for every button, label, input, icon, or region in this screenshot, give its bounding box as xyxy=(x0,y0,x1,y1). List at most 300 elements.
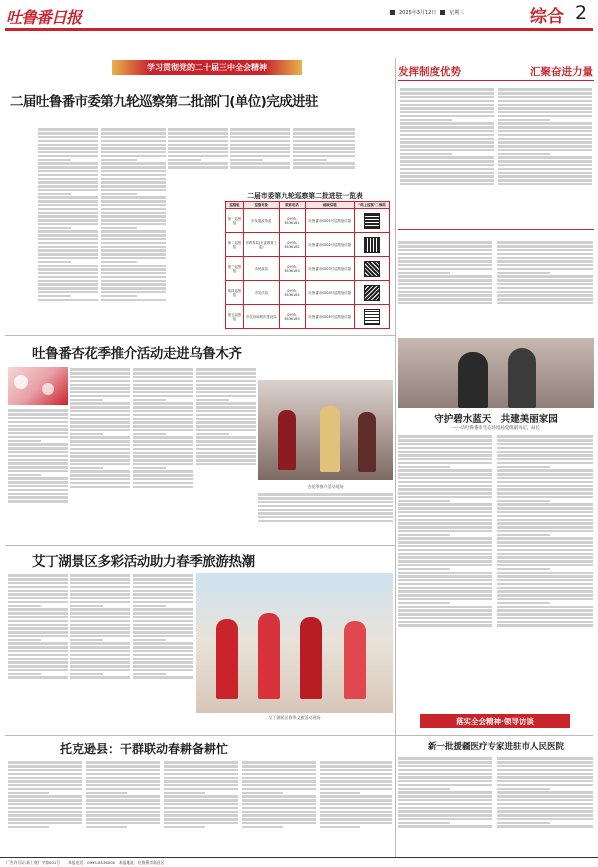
text-line xyxy=(101,204,166,206)
text-line xyxy=(70,620,130,622)
text-line xyxy=(242,773,316,775)
text-line xyxy=(38,189,98,191)
article5-body-col2 xyxy=(86,760,160,855)
text-line xyxy=(400,111,494,113)
text-line xyxy=(400,179,494,181)
text-line xyxy=(8,574,68,576)
dancer-figure xyxy=(300,617,322,699)
text-line xyxy=(320,780,392,782)
text-line xyxy=(38,242,98,244)
text-line xyxy=(497,477,593,479)
text-line xyxy=(398,249,492,251)
text-line xyxy=(8,608,68,610)
right-banner-text: 落实全会精神·领导访谈 xyxy=(456,716,534,726)
text-line xyxy=(400,160,494,162)
text-line xyxy=(70,444,130,446)
text-line xyxy=(258,512,393,514)
table-cell: 吐鲁番市0005号巡察组信箱 xyxy=(305,305,355,329)
text-line xyxy=(497,784,593,786)
text-line xyxy=(8,826,49,828)
text-line xyxy=(498,115,592,117)
text-line xyxy=(400,183,494,185)
text-line xyxy=(101,280,166,282)
text-line xyxy=(70,433,103,435)
text-line xyxy=(196,436,256,438)
text-line xyxy=(398,556,492,558)
qr-code-cell[interactable] xyxy=(355,233,390,257)
flower-icon xyxy=(14,375,28,389)
text-line xyxy=(293,136,355,138)
text-line xyxy=(86,822,160,824)
text-line xyxy=(38,246,98,248)
text-line xyxy=(164,761,238,763)
text-line xyxy=(293,147,355,149)
table-cell: 0995-8536181 xyxy=(279,209,305,233)
text-line xyxy=(70,478,130,480)
text-line xyxy=(498,141,592,143)
text-line xyxy=(164,807,238,809)
text-line xyxy=(398,795,492,797)
text-line xyxy=(168,128,228,130)
text-line xyxy=(38,181,98,183)
table-cell: 第一巡察组 xyxy=(226,209,244,233)
text-line xyxy=(398,447,492,449)
text-line xyxy=(101,219,166,221)
text-line xyxy=(86,799,160,801)
article2-photo xyxy=(258,380,393,480)
text-line xyxy=(497,451,593,453)
text-line xyxy=(398,825,492,827)
text-line xyxy=(400,153,452,155)
text-line xyxy=(258,520,393,522)
text-line xyxy=(398,784,492,786)
text-line xyxy=(400,104,494,106)
qr-code-icon[interactable] xyxy=(365,286,379,300)
text-line xyxy=(398,515,492,517)
qr-code-icon[interactable] xyxy=(365,310,379,324)
text-line xyxy=(398,575,492,577)
text-line xyxy=(398,590,492,592)
text-line xyxy=(242,765,316,767)
article2-body-col2 xyxy=(70,367,130,538)
text-line xyxy=(398,451,492,453)
text-line xyxy=(101,147,166,149)
text-line xyxy=(320,822,392,824)
article5-body-col3 xyxy=(164,760,238,855)
text-line xyxy=(498,107,592,109)
text-line xyxy=(133,376,193,378)
text-line xyxy=(497,602,550,604)
text-line xyxy=(133,482,193,484)
text-line xyxy=(86,761,160,763)
text-line xyxy=(497,481,593,483)
text-line xyxy=(8,489,68,491)
text-line xyxy=(38,144,98,146)
text-line xyxy=(497,439,593,441)
text-line xyxy=(38,128,98,130)
sidebar-continued-col1 xyxy=(398,240,492,330)
text-line xyxy=(230,155,290,157)
text-line xyxy=(8,496,68,498)
text-line xyxy=(497,485,593,487)
text-line xyxy=(497,302,593,304)
text-line xyxy=(398,287,492,289)
text-line xyxy=(133,368,193,370)
text-line xyxy=(398,469,492,471)
text-line xyxy=(133,459,193,461)
text-line xyxy=(70,601,130,603)
text-line xyxy=(242,795,316,797)
text-line xyxy=(70,395,130,397)
text-line xyxy=(8,784,82,786)
text-line xyxy=(398,810,492,812)
article2-inset-poster xyxy=(8,367,68,405)
article6-headline: 新一批援疆医疗专家进驻市人民医院 xyxy=(427,742,564,752)
text-line xyxy=(70,376,130,378)
text-line xyxy=(8,597,68,599)
text-line xyxy=(497,519,593,521)
text-line xyxy=(133,384,193,386)
text-line xyxy=(86,792,127,794)
text-line xyxy=(196,384,256,386)
text-line xyxy=(196,433,229,435)
text-line xyxy=(398,799,492,801)
text-line xyxy=(293,144,355,146)
article3-headline: 守护碧水蓝天 共建美丽家园 xyxy=(434,414,558,425)
text-line xyxy=(293,155,355,157)
text-line xyxy=(101,193,137,195)
text-line xyxy=(497,469,593,471)
text-line xyxy=(70,646,130,648)
text-line xyxy=(497,507,593,509)
text-line xyxy=(497,275,593,277)
text-line xyxy=(168,151,228,153)
text-line xyxy=(133,474,193,476)
text-line xyxy=(70,590,130,592)
text-line xyxy=(133,455,193,457)
text-line xyxy=(38,265,98,267)
text-line xyxy=(8,814,82,816)
text-line xyxy=(70,586,130,588)
text-line xyxy=(497,272,550,274)
text-line xyxy=(497,283,593,285)
text-line xyxy=(86,795,160,797)
square-icon xyxy=(390,10,395,15)
text-line xyxy=(400,92,494,94)
text-line xyxy=(133,380,193,382)
text-line xyxy=(398,496,492,498)
text-line xyxy=(70,616,130,618)
text-line xyxy=(242,799,316,801)
text-line xyxy=(8,413,68,415)
text-line xyxy=(101,128,166,130)
text-line xyxy=(497,435,593,437)
text-line xyxy=(168,132,228,134)
text-line xyxy=(101,132,166,134)
text-line xyxy=(230,162,290,164)
text-line xyxy=(398,587,492,589)
text-line xyxy=(133,635,193,637)
text-line xyxy=(70,467,103,469)
text-line xyxy=(320,788,392,790)
text-line xyxy=(398,803,492,805)
text-line xyxy=(320,811,392,813)
text-line xyxy=(133,650,193,652)
text-line xyxy=(293,132,355,134)
text-line xyxy=(8,582,68,584)
text-line xyxy=(70,605,103,607)
text-line xyxy=(8,493,68,495)
table-cell: 第三巡察组 xyxy=(226,257,244,281)
text-line xyxy=(398,818,492,820)
text-line xyxy=(230,159,263,161)
text-line xyxy=(133,612,193,614)
qr-code-icon[interactable] xyxy=(365,214,379,228)
text-line xyxy=(398,268,492,270)
text-line xyxy=(8,624,68,626)
qr-code-cell[interactable] xyxy=(355,209,390,233)
text-line xyxy=(398,534,450,536)
text-line xyxy=(497,795,593,797)
issue-weekday: 星期三 xyxy=(449,10,465,16)
text-line xyxy=(398,761,492,763)
text-line xyxy=(320,803,392,805)
text-line xyxy=(242,818,316,820)
text-line xyxy=(320,792,360,794)
text-line xyxy=(498,119,550,121)
text-line xyxy=(497,443,593,445)
text-line xyxy=(497,458,593,460)
text-line xyxy=(101,295,137,297)
text-line xyxy=(400,119,452,121)
text-line xyxy=(8,661,68,663)
text-line xyxy=(258,505,393,507)
text-line xyxy=(101,257,166,259)
text-line xyxy=(101,144,166,146)
text-line xyxy=(398,500,450,502)
qr-code-cell[interactable] xyxy=(355,257,390,281)
text-line xyxy=(196,429,256,431)
text-line xyxy=(8,627,68,629)
text-line xyxy=(398,507,492,509)
text-line xyxy=(133,590,193,592)
text-line xyxy=(398,773,492,775)
text-line xyxy=(101,140,166,142)
text-line xyxy=(133,616,193,618)
text-line xyxy=(70,421,130,423)
text-line xyxy=(8,780,82,782)
text-line xyxy=(400,96,494,98)
article1-body-col3 xyxy=(168,127,228,189)
text-line xyxy=(398,572,492,574)
text-line xyxy=(133,399,166,401)
text-line xyxy=(8,639,41,641)
text-line xyxy=(38,272,98,274)
text-line xyxy=(258,516,393,518)
text-line xyxy=(320,777,392,779)
text-line xyxy=(398,298,492,300)
text-line xyxy=(398,537,492,539)
text-line xyxy=(8,425,68,427)
article1-body-col1 xyxy=(38,127,98,367)
text-line xyxy=(168,166,228,168)
text-line xyxy=(293,162,355,164)
column-divider xyxy=(395,58,396,858)
text-line xyxy=(497,564,593,566)
text-line xyxy=(230,166,290,168)
text-line xyxy=(70,372,130,374)
text-line xyxy=(86,765,160,767)
text-line xyxy=(498,96,592,98)
text-line xyxy=(398,807,492,809)
text-line xyxy=(70,474,130,476)
text-line xyxy=(8,795,82,797)
article1-body-col5 xyxy=(293,127,355,189)
text-line xyxy=(101,272,166,274)
text-line xyxy=(70,654,130,656)
text-line xyxy=(498,179,592,181)
text-line xyxy=(38,215,98,217)
text-line xyxy=(497,807,593,809)
text-line xyxy=(86,811,160,813)
text-line xyxy=(498,111,592,113)
text-line xyxy=(38,170,98,172)
table-cell: 市住房和城乡建设局 xyxy=(243,305,279,329)
text-line xyxy=(497,575,593,577)
article2-headline: 吐鲁番杏花季推介活动走进乌鲁木齐 xyxy=(32,346,242,362)
text-line xyxy=(398,443,492,445)
text-line xyxy=(398,624,492,626)
text-line xyxy=(101,276,166,278)
section-name: 综合 xyxy=(530,7,564,27)
table-cell: 吐鲁番市0004号巡察组信箱 xyxy=(305,281,355,305)
text-line xyxy=(8,481,68,483)
text-line xyxy=(242,822,316,824)
text-line xyxy=(38,283,98,285)
text-line xyxy=(398,553,492,555)
section-divider xyxy=(5,545,395,546)
text-line xyxy=(498,164,592,166)
sidebar-body-col1 xyxy=(400,87,494,227)
text-line xyxy=(8,650,68,652)
text-line xyxy=(196,418,256,420)
text-line xyxy=(196,380,256,382)
text-line xyxy=(164,777,238,779)
text-line xyxy=(101,238,166,240)
text-line xyxy=(398,780,492,782)
text-line xyxy=(70,669,130,671)
text-line xyxy=(133,391,193,393)
text-line xyxy=(70,574,130,576)
text-line xyxy=(497,500,550,502)
sidebar-continued-col2 xyxy=(497,240,593,330)
text-line xyxy=(320,826,360,828)
text-line xyxy=(168,162,228,164)
text-line xyxy=(133,574,193,576)
text-line xyxy=(497,454,593,456)
text-line xyxy=(497,579,593,581)
qr-code-icon[interactable] xyxy=(365,262,379,276)
text-line xyxy=(86,826,127,828)
text-line xyxy=(8,773,82,775)
text-line xyxy=(164,780,238,782)
text-line xyxy=(497,568,550,570)
text-line xyxy=(497,492,593,494)
qr-code-cell[interactable] xyxy=(355,281,390,305)
text-line xyxy=(101,230,166,232)
text-line xyxy=(196,406,256,408)
text-line xyxy=(398,519,492,521)
text-line xyxy=(101,291,166,293)
text-line xyxy=(196,455,256,457)
text-line xyxy=(497,776,593,778)
text-line xyxy=(101,174,166,176)
table-cell: 吐鲁番市0002号巡察组信箱 xyxy=(305,233,355,257)
text-line xyxy=(38,223,98,225)
text-line xyxy=(400,134,494,136)
text-line xyxy=(398,245,492,247)
text-line xyxy=(398,791,492,793)
dancer-figure xyxy=(344,621,366,699)
text-line xyxy=(38,208,98,210)
text-line xyxy=(497,791,593,793)
text-line xyxy=(8,792,49,794)
text-line xyxy=(133,669,193,671)
text-line xyxy=(498,92,592,94)
text-line xyxy=(38,287,98,289)
text-line xyxy=(398,765,492,767)
text-line xyxy=(8,443,68,445)
text-line xyxy=(8,485,68,487)
text-line xyxy=(497,511,593,513)
text-line xyxy=(398,617,492,619)
text-line xyxy=(398,606,492,608)
footer xyxy=(0,857,598,867)
text-line xyxy=(196,372,256,374)
qr-code-cell[interactable] xyxy=(355,305,390,329)
text-line xyxy=(400,175,494,177)
text-line xyxy=(242,780,316,782)
text-line xyxy=(70,384,130,386)
text-line xyxy=(164,773,238,775)
text-line xyxy=(497,624,593,626)
text-line xyxy=(164,814,238,816)
article1-headline: 二届吐鲁番市委第九轮巡察第二批部门(单位)完成进驻 xyxy=(10,94,318,110)
text-line xyxy=(86,769,160,771)
text-line xyxy=(497,545,593,547)
text-line xyxy=(196,368,256,370)
text-line xyxy=(70,582,130,584)
text-line xyxy=(133,463,193,465)
text-line xyxy=(8,409,68,411)
text-line xyxy=(242,826,283,828)
text-line xyxy=(168,159,201,161)
text-line xyxy=(8,811,82,813)
person-figure xyxy=(508,348,536,408)
text-line xyxy=(133,402,193,404)
text-line xyxy=(70,399,103,401)
text-line xyxy=(101,246,166,248)
text-line xyxy=(8,451,68,453)
text-line xyxy=(70,402,130,404)
text-line xyxy=(8,466,68,468)
qr-code-icon[interactable] xyxy=(365,238,379,252)
text-line xyxy=(101,162,166,164)
text-line xyxy=(497,810,593,812)
text-line xyxy=(398,776,492,778)
text-line xyxy=(497,556,593,558)
text-line xyxy=(86,803,160,805)
